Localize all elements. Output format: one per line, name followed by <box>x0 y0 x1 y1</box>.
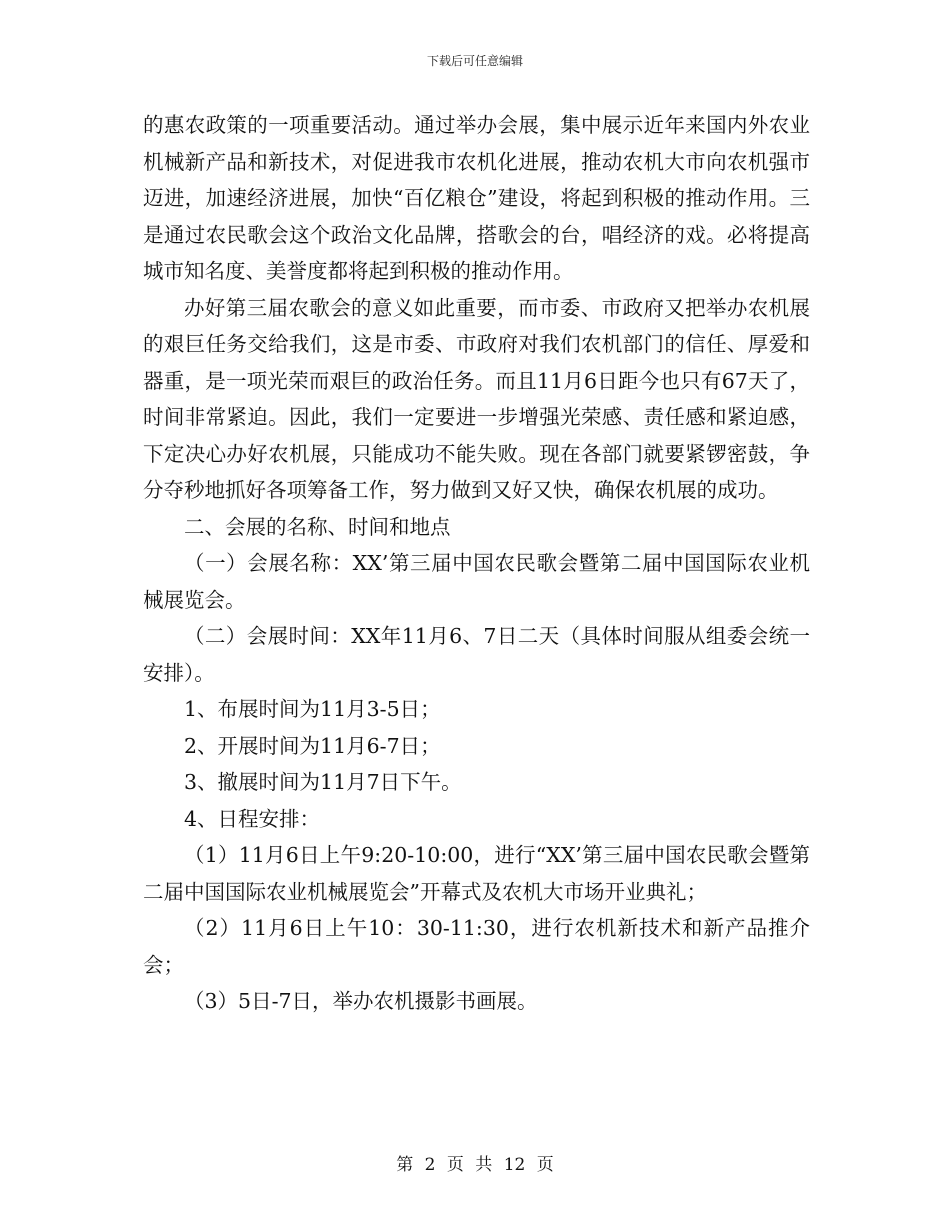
list-item-setup-time: 1、布展时间为11月3-5日； <box>184 697 441 721</box>
list-item-open-time: 2、开展时间为11月6-7日； <box>184 733 441 758</box>
section-heading: 二、会展的名称、时间和地点 <box>184 514 451 539</box>
page-footer: 第 2 页 共 12 页 <box>396 1155 554 1175</box>
schedule-item-3: （3）5日-7日，举办农机摄影书画展。 <box>184 989 538 1013</box>
paragraph-2: 办好第三届农歌会的意义如此重要，而市委、市政府又把举办农机展的艰巨任务交给我们，这是市委、市政府对我们农机部门的信任、厚爱和器重，是一项光荣而艰巨的政治任务。而且11月6日距今也只有67天了，时间非常紧迫。因此，我们一定要进一步增强光荣感、责任感和紧迫感，下定决心办好农机展，只能成功不能失败。现在各部门就要紧锣密鼓，争分夺秒地抓好各项筹备工作，努力做到又好又快，确保农机展的成功。 <box>143 295 810 502</box>
paragraph-1: 的惠农政策的一项重要活动。通过举办会展，集中展示近年来国内外农业机械新产品和新技术，对促进我市农机化进展，推动农机大市向农机强市迈进，加速经济进展，加快“百亿粮仓”建设，将起到积极的推动作用。三是通过农民歌会这个政治文化品牌，搭歌会的台，唱经济的戏。必将提高城市知名度、美誉度都将起到积极的推动作用。 <box>143 113 810 283</box>
paragraph-exhibition-time: （二）会展时间：XX年11月6、7日二天（具体时间服从组委会统一安排）。 <box>143 624 810 685</box>
document-body <box>143 107 810 1020</box>
page-header: 下载后可任意编辑 <box>426 54 523 68</box>
schedule-item-2: （2）11月6日上午10：30-11:30，进行农机新技术和新产品推介会； <box>143 916 810 977</box>
list-item-teardown-time: 3、撤展时间为11月7日下午。 <box>184 770 462 794</box>
paragraph-exhibition-name: （一）会展名称：XX’第三届中国农民歌会暨第二届中国国际农业机械展览会。 <box>143 551 810 612</box>
list-item-schedule: 4、日程安排： <box>184 806 321 831</box>
schedule-item-1: （1）11月6日上午9:20-10:00，进行“XX’第三届中国农民歌会暨第二届中国国际农业机械展览会”开幕式及农机大市场开业典礼； <box>143 843 810 904</box>
